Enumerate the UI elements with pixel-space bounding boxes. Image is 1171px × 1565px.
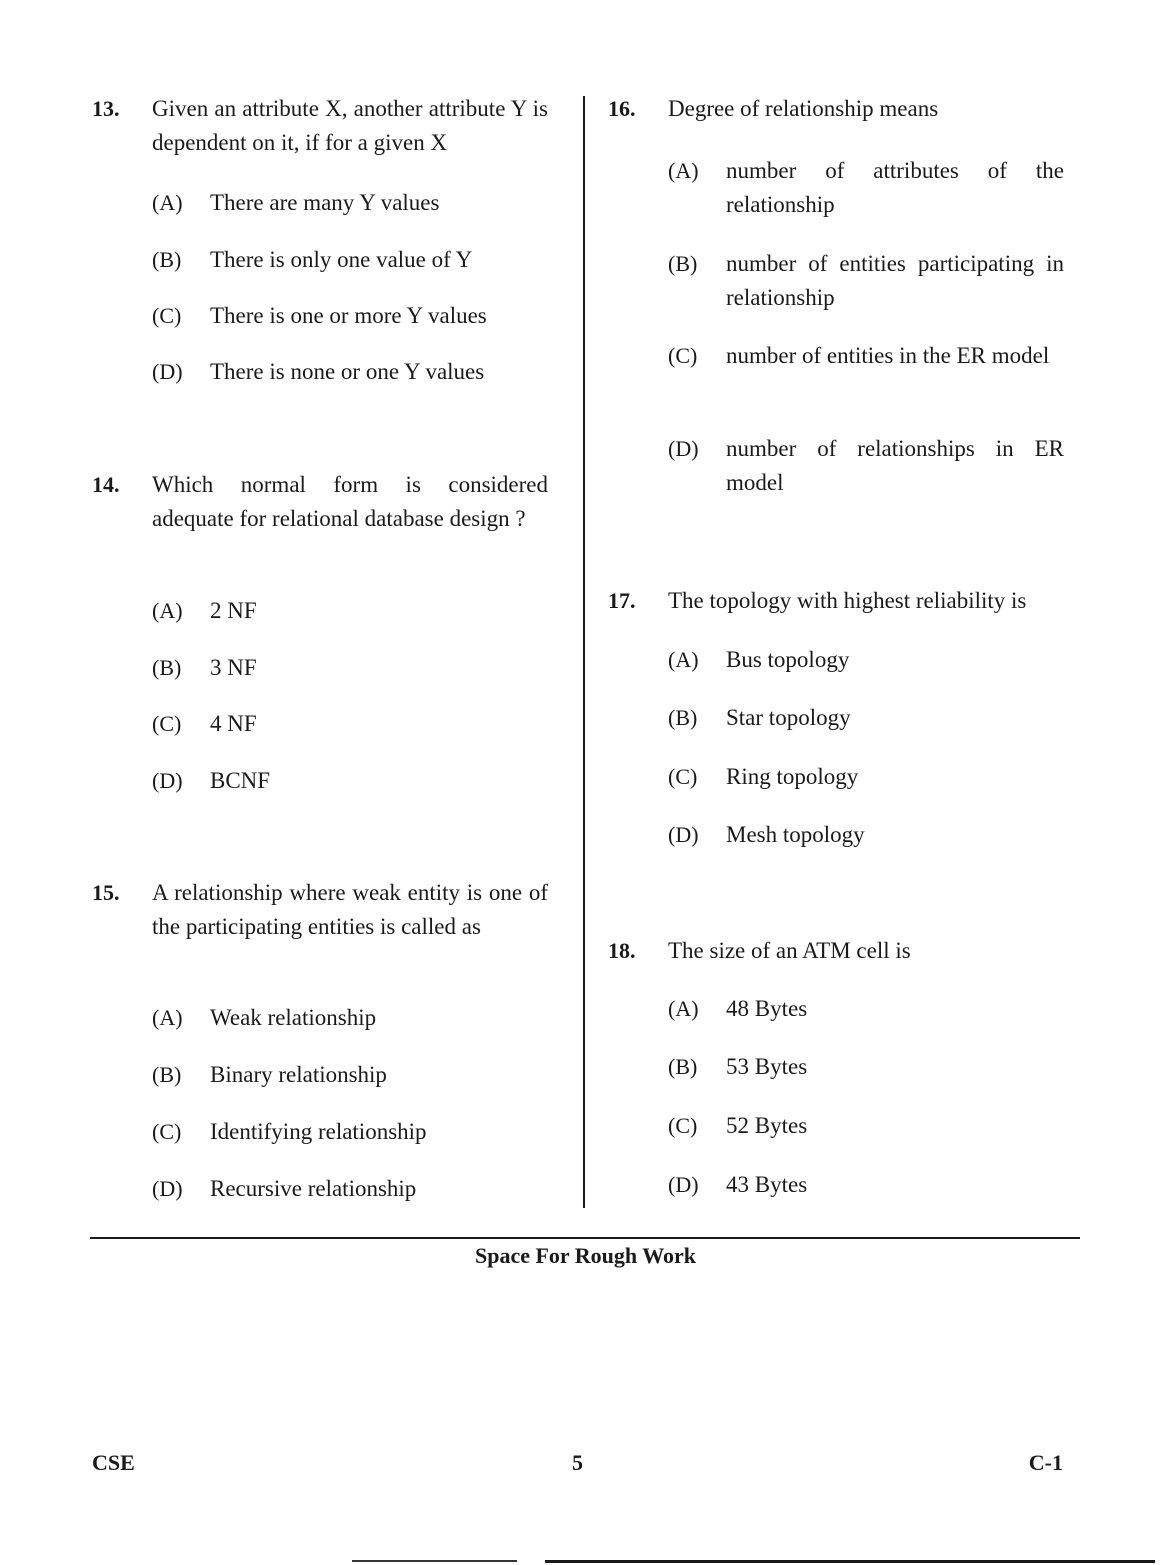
option-letter: (C) (152, 303, 182, 328)
option-letter: (C) (668, 764, 698, 789)
option-letter: (A) (152, 190, 183, 215)
question-text: Which normal form is considered adequate for relational database design ? (152, 472, 548, 531)
option-text: There is one or more Y values (210, 303, 487, 328)
option-letter: (D) (152, 768, 183, 793)
option-text: 4 NF (210, 711, 257, 736)
option-letter: (D) (152, 359, 183, 384)
option-letter: (C) (668, 343, 698, 368)
option-text: BCNF (210, 768, 271, 793)
option-letter: (B) (668, 705, 698, 730)
footer-code: C-1 (1028, 1450, 1063, 1475)
option-text: 3 NF (210, 655, 257, 680)
option-letter: (D) (152, 1176, 183, 1201)
bottom-rule-short (352, 1560, 517, 1562)
option-text: number of attributes of the relationship (726, 158, 1064, 217)
option-text: There is only one value of Y (210, 247, 473, 272)
option-text: Recursive relationship (210, 1176, 417, 1201)
option-text: number of entities in the ER model (726, 343, 1050, 368)
option-text: Mesh topology (726, 822, 865, 847)
option-letter: (D) (668, 822, 699, 847)
option-text: Binary relationship (210, 1062, 387, 1087)
option-letter: (A) (152, 1005, 183, 1030)
option-letter: (B) (668, 251, 698, 276)
rough-work-divider (90, 1237, 1080, 1239)
footer-subject: CSE (92, 1450, 135, 1475)
question-number: 18. (608, 938, 636, 963)
option-letter: (D) (668, 436, 699, 461)
question-text: A relationship where weak entity is one of the participating entities is called as (152, 880, 548, 939)
option-letter: (C) (152, 1119, 182, 1144)
option-text: Weak relationship (210, 1005, 377, 1030)
option-letter: (C) (668, 1113, 698, 1138)
option-letter: (B) (152, 247, 182, 272)
option-letter: (A) (668, 158, 699, 183)
option-letter: (A) (152, 598, 183, 623)
option-text: 2 NF (210, 598, 257, 623)
question-number: 16. (608, 96, 636, 121)
option-letter: (A) (668, 996, 699, 1021)
option-letter: (C) (152, 711, 182, 736)
bottom-rule-long (545, 1560, 1155, 1563)
option-text: Identifying relationship (210, 1119, 427, 1144)
option-text: Bus topology (726, 647, 850, 672)
question-number: 17. (608, 588, 636, 613)
question-text: Degree of relationship means (668, 96, 939, 121)
option-text: 43 Bytes (726, 1172, 808, 1197)
question-text: The size of an ATM cell is (668, 938, 911, 963)
question-number: 15. (92, 880, 120, 905)
option-letter: (B) (668, 1054, 698, 1079)
option-letter: (A) (668, 647, 699, 672)
option-text: There is none or one Y values (210, 359, 485, 384)
option-text: 52 Bytes (726, 1113, 808, 1138)
question-number: 14. (92, 472, 120, 497)
question-text: Given an attribute X, another attribute Y is dependent on it, if for a given X (152, 96, 548, 155)
question-number: 13. (92, 96, 120, 121)
option-text: There are many Y values (210, 190, 440, 215)
option-text: Star topology (726, 705, 851, 730)
rough-work-heading: Space For Rough Work (474, 1243, 697, 1268)
option-text: 53 Bytes (726, 1054, 808, 1079)
option-text: Ring topology (726, 764, 859, 789)
option-text: 48 Bytes (726, 996, 808, 1021)
option-letter: (D) (668, 1172, 699, 1197)
option-text: number of entities participating in relationship (726, 251, 1064, 310)
option-letter: (B) (152, 655, 182, 680)
question-text: The topology with highest reliability is (668, 588, 1027, 613)
option-text: number of relationships in ER model (726, 436, 1064, 495)
column-divider (583, 96, 585, 1208)
footer-page-number: 5 (572, 1450, 583, 1475)
option-letter: (B) (152, 1062, 182, 1087)
